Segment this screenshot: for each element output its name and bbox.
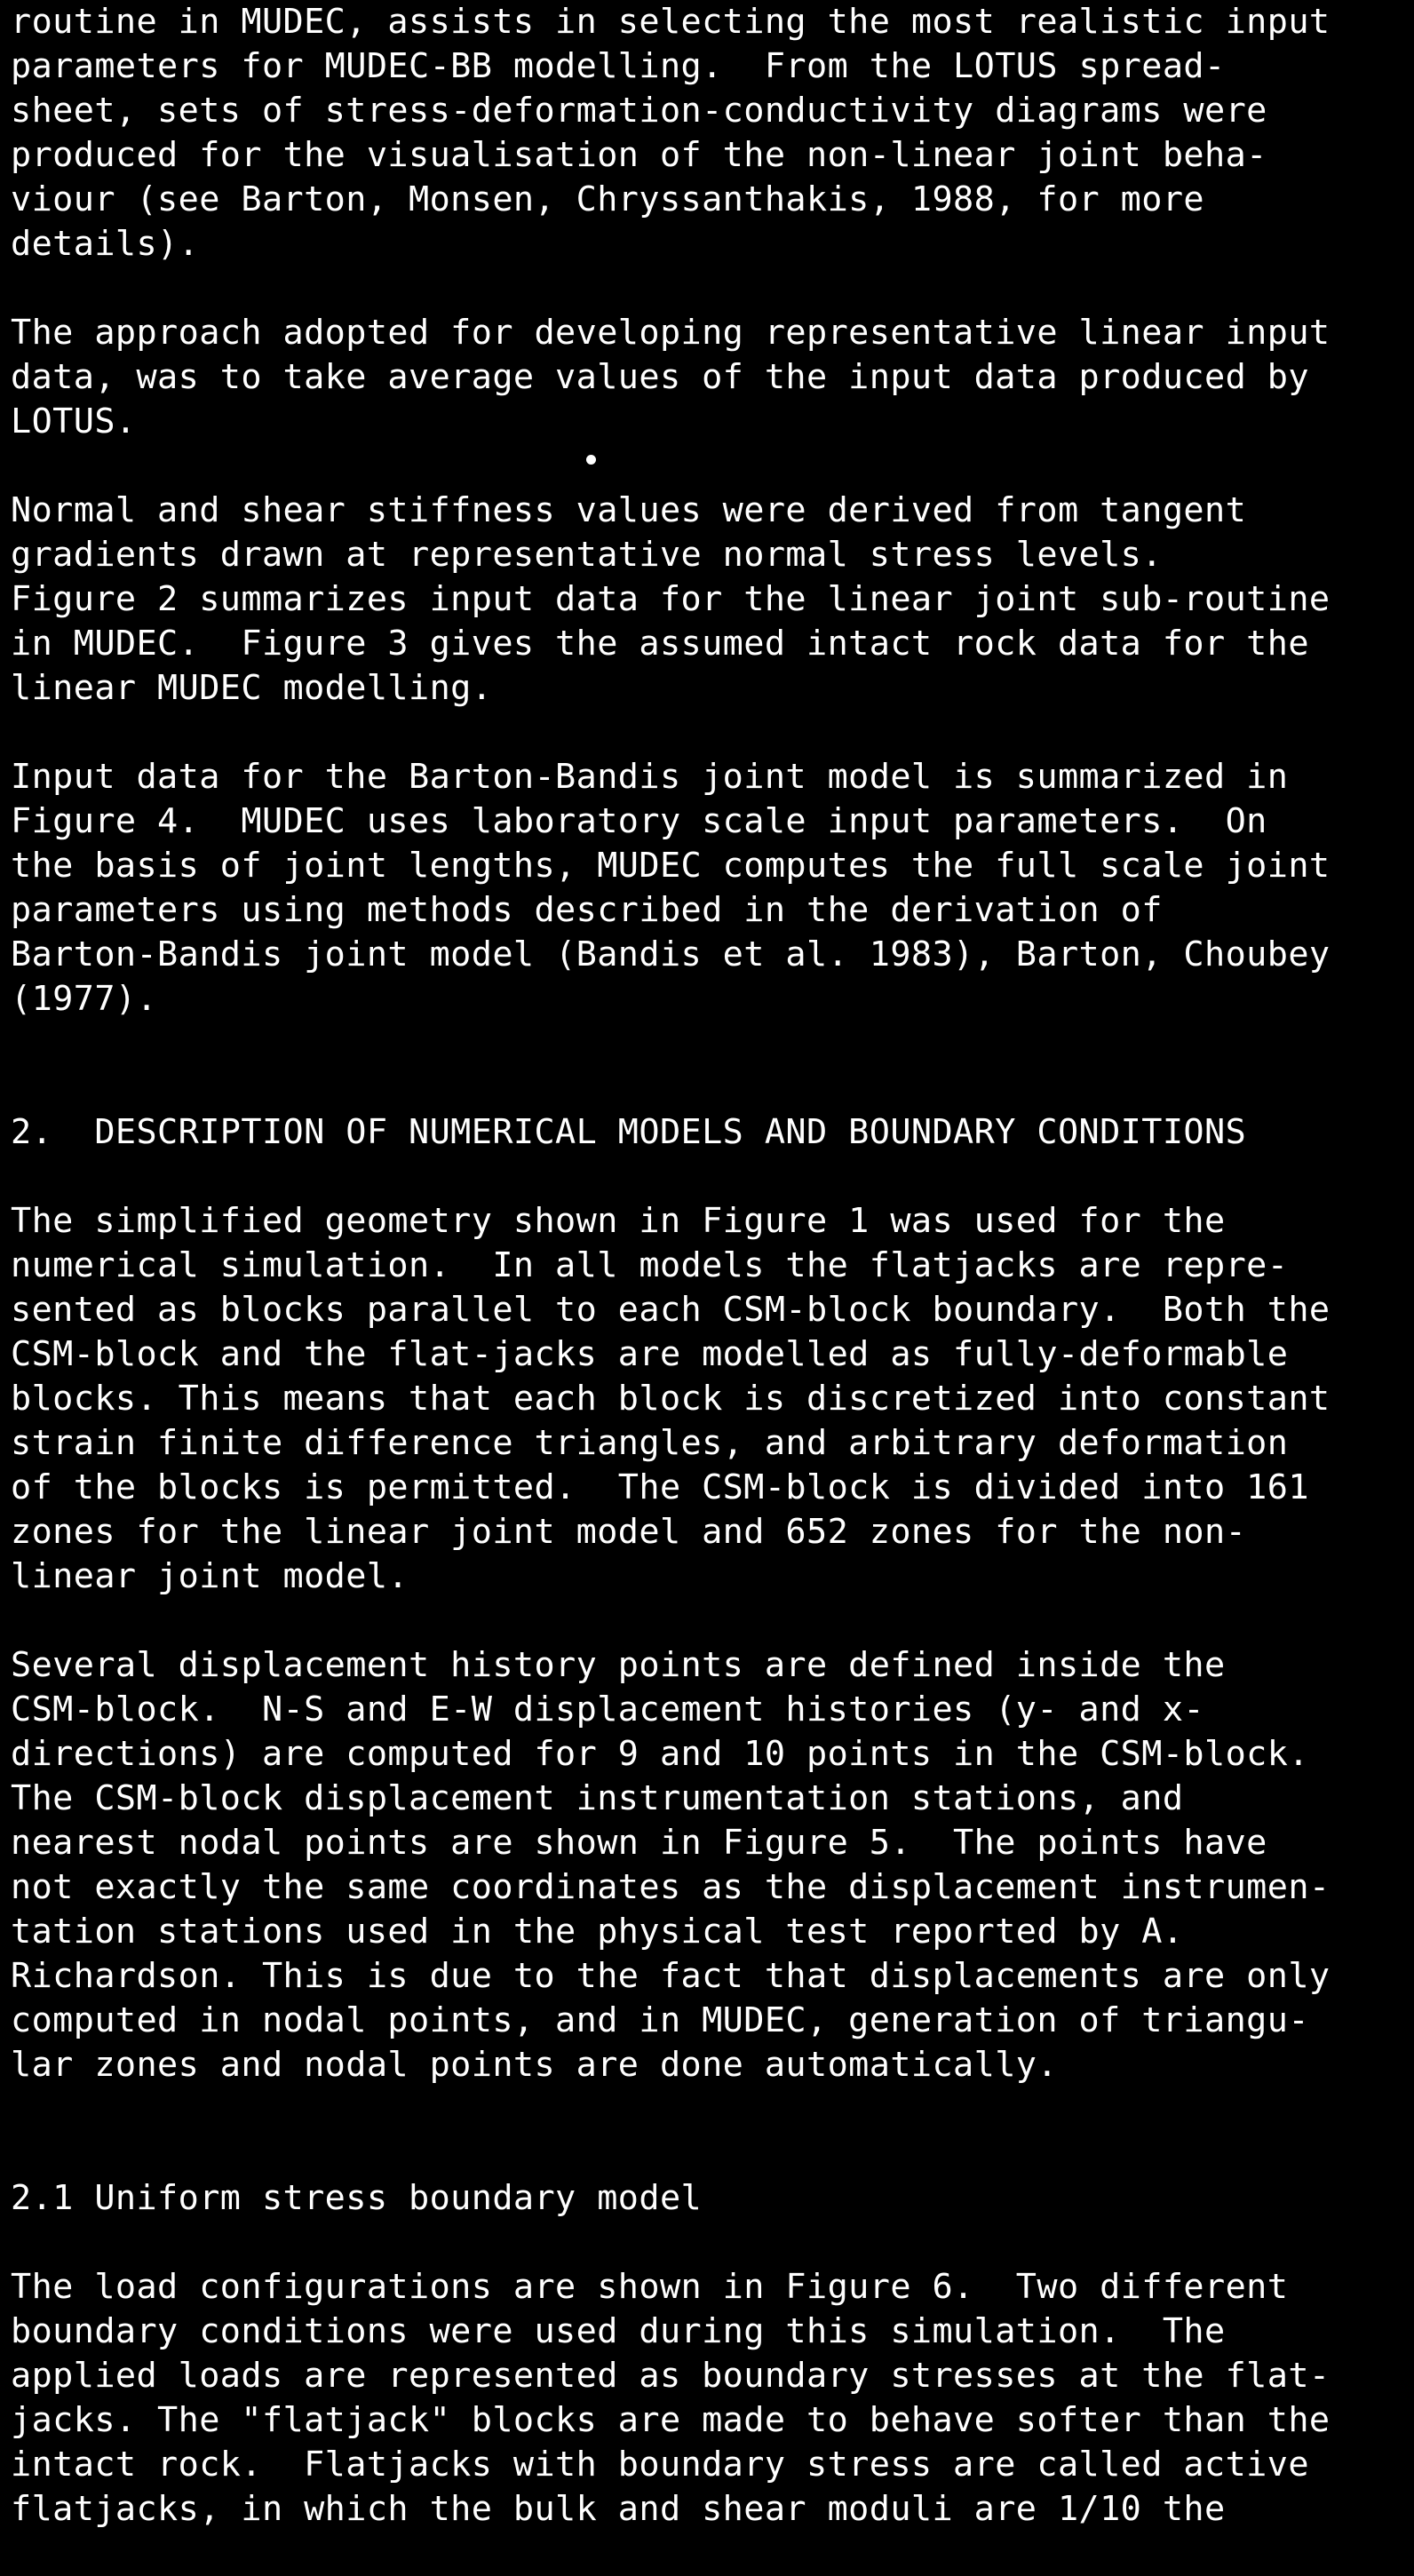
text-line: sheet, sets of stress-deformation-conductivity diagrams were <box>11 91 1267 131</box>
text-line: computed in nodal points, and in MUDEC, generation of triangu- <box>11 2000 1309 2040</box>
scan-speck-dot <box>586 455 596 465</box>
paragraph-barton-bandis-input <box>11 755 1414 1022</box>
paragraph-lotus-spreadsheet <box>11 0 1414 266</box>
text-line: parameters using methods described in the derivation of <box>11 890 1163 930</box>
paragraph-load-configurations <box>11 2265 1414 2532</box>
text-line: Several displacement history points are defined inside the <box>11 1645 1226 1685</box>
text-line: CSM-block. N-S and E-W displacement histories (y- and x- <box>11 1690 1205 1729</box>
text-line: numerical simulation. In all models the flatjacks are repre- <box>11 1245 1289 1285</box>
text-line: parameters for MUDEC-BB modelling. From the LOTUS spread- <box>11 46 1226 86</box>
text-line: zones for the linear joint model and 652 zones for the non- <box>11 1512 1247 1552</box>
text-line: applied loads are represented as boundary stresses at the flat- <box>11 2356 1331 2396</box>
paragraph-simplified-geometry <box>11 1199 1414 1599</box>
text-line: The CSM-block displacement instrumentation stations, and <box>11 1778 1184 1818</box>
text-line: details). <box>11 224 200 264</box>
text-line: boundary conditions were used during this simulation. The <box>11 2311 1226 2351</box>
text-line: flatjacks, in which the bulk and shear moduli are 1/10 the <box>11 2489 1226 2529</box>
text-line: the basis of joint lengths, MUDEC computes the full scale joint <box>11 846 1331 886</box>
paragraph-stiffness-values <box>11 489 1414 711</box>
section-heading-2: 2. DESCRIPTION OF NUMERICAL MODELS AND BOUNDARY CONDITIONS <box>11 1112 1247 1152</box>
text-line: Figure 4. MUDEC uses laboratory scale input parameters. On <box>11 801 1267 841</box>
section-spacer <box>11 2132 1414 2176</box>
text-line: nearest nodal points are shown in Figure 5. The points have <box>11 1823 1267 1863</box>
text-line: The approach adopted for developing representative linear input <box>11 313 1331 353</box>
paragraph-linear-input-approach <box>11 311 1414 444</box>
text-line: data, was to take average values of the input data produced by <box>11 357 1309 397</box>
text-line: LOTUS. <box>11 402 137 441</box>
text-line: viour (see Barton, Monsen, Chryssanthakis, 1988, for more <box>11 179 1205 219</box>
text-line: not exactly the same coordinates as the displacement instrumen- <box>11 1867 1331 1907</box>
text-line: blocks. This means that each block is discretized into constant <box>11 1379 1331 1419</box>
text-line: intact rock. Flatjacks with boundary stress are called active <box>11 2445 1309 2485</box>
section-spacer <box>11 1066 1414 1110</box>
text-line: The load configurations are shown in Figure 6. Two different <box>11 2267 1289 2307</box>
text-line: The simplified geometry shown in Figure 1 was used for the <box>11 1201 1226 1241</box>
text-line: Normal and shear stiffness values were derived from tangent <box>11 490 1247 530</box>
document-page <box>11 0 1414 2576</box>
text-line: strain finite difference triangles, and arbitrary deformation <box>11 1423 1289 1463</box>
text-line: CSM-block and the flat-jacks are modelled as fully-deformable <box>11 1334 1289 1374</box>
text-line: tation stations used in the physical test reported by A. <box>11 1912 1184 1952</box>
text-line: Richardson. This is due to the fact that displacements are only <box>11 1956 1331 1996</box>
text-line: in MUDEC. Figure 3 gives the assumed intact rock data for the <box>11 624 1309 664</box>
text-line: lar zones and nodal points are done automatically. <box>11 2045 1058 2085</box>
text-line: routine in MUDEC, assists in selecting the most realistic input <box>11 2 1331 42</box>
text-line: Figure 2 summarizes input data for the linear joint sub-routine <box>11 579 1331 619</box>
text-line: (1977). <box>11 979 158 1019</box>
text-line: Input data for the Barton-Bandis joint model is summarized in <box>11 757 1289 797</box>
text-line: linear joint model. <box>11 1556 409 1596</box>
text-line: produced for the visualisation of the non-linear joint beha- <box>11 135 1267 175</box>
section-heading-2-1: 2.1 Uniform stress boundary model <box>11 2178 703 2218</box>
text-line: jacks. The "flatjack" blocks are made to behave softer than the <box>11 2400 1331 2440</box>
text-line: of the blocks is permitted. The CSM-block is divided into 161 <box>11 1467 1309 1507</box>
text-line: gradients drawn at representative normal stress levels. <box>11 535 1163 575</box>
text-line: sented as blocks parallel to each CSM-block boundary. Both the <box>11 1290 1331 1330</box>
text-line: Barton-Bandis joint model (Bandis et al. 1983), Barton, Choubey <box>11 934 1331 974</box>
text-line: directions) are computed for 9 and 10 points in the CSM-block. <box>11 1734 1309 1774</box>
paragraph-displacement-history <box>11 1643 1414 2087</box>
text-line: linear MUDEC modelling. <box>11 668 493 708</box>
